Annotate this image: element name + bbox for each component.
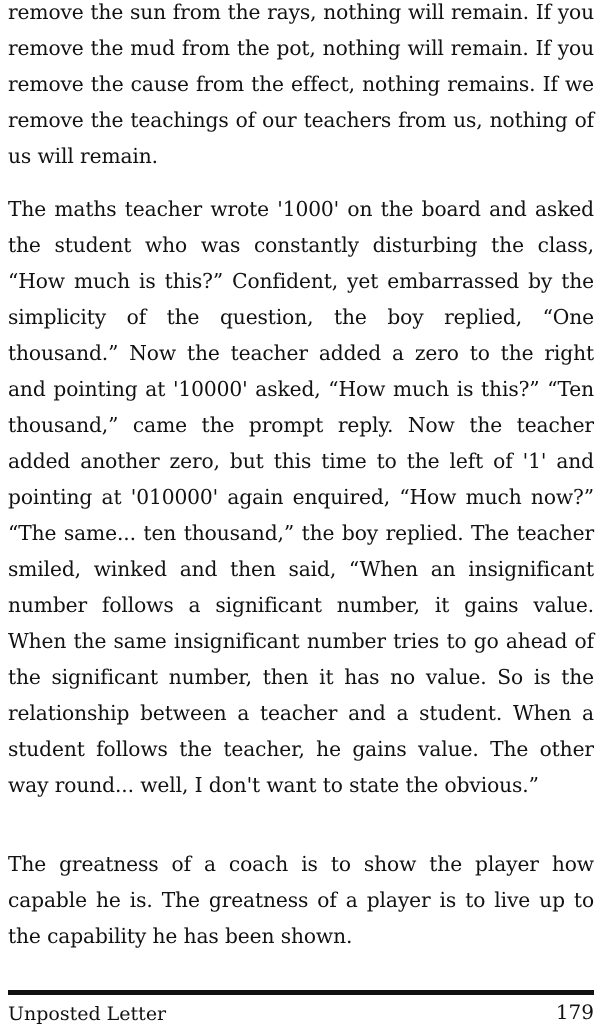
paragraph-2	[8, 191, 594, 803]
paragraph-text: remove the sun from the rays, nothing will remain. If you remove the mud from the pot, nothing will remain. If you remove the cause from the effect, nothing remains. If we remove the teachings of our teachers from us, nothing of us will remain.	[8, 0, 594, 168]
footer-book-title: Unposted Letter	[8, 1003, 167, 1025]
paragraph-1	[8, 0, 594, 174]
paragraph-3	[8, 846, 594, 954]
paragraph-text: The maths teacher wrote '1000' on the board and asked the student who was constantly disturbing the class, “How much is this?” Confident, yet embarrassed by the simplicity of the question, the boy replied, “One thousand.” Now the teacher added a zero to the right and pointing at '10000' asked, “How much is this?” “Ten thousand,” came the prompt reply. Now the teacher added another zero, but this time to the left of '1' and pointing at '010000' again enquired, “How much now?” “The same... ten thousand,” the boy replied. The teacher smiled, winked and then said, “When an insignificant number follows a significant number, it gains value. When the same insignificant number tries to go ahead of the significant number, then it has no value. So is the relationship between a teacher and a student. When a student follows the teacher, he gains value. The other way round... well, I don't want to state the obvious.”	[8, 197, 594, 797]
paragraph-text: The greatness of a coach is to show the player how capable he is. The greatness of a player is to live up to the capability he has been shown.	[8, 852, 594, 948]
footer-page-number: 179	[555, 1000, 594, 1024]
footer-rule	[8, 990, 594, 995]
